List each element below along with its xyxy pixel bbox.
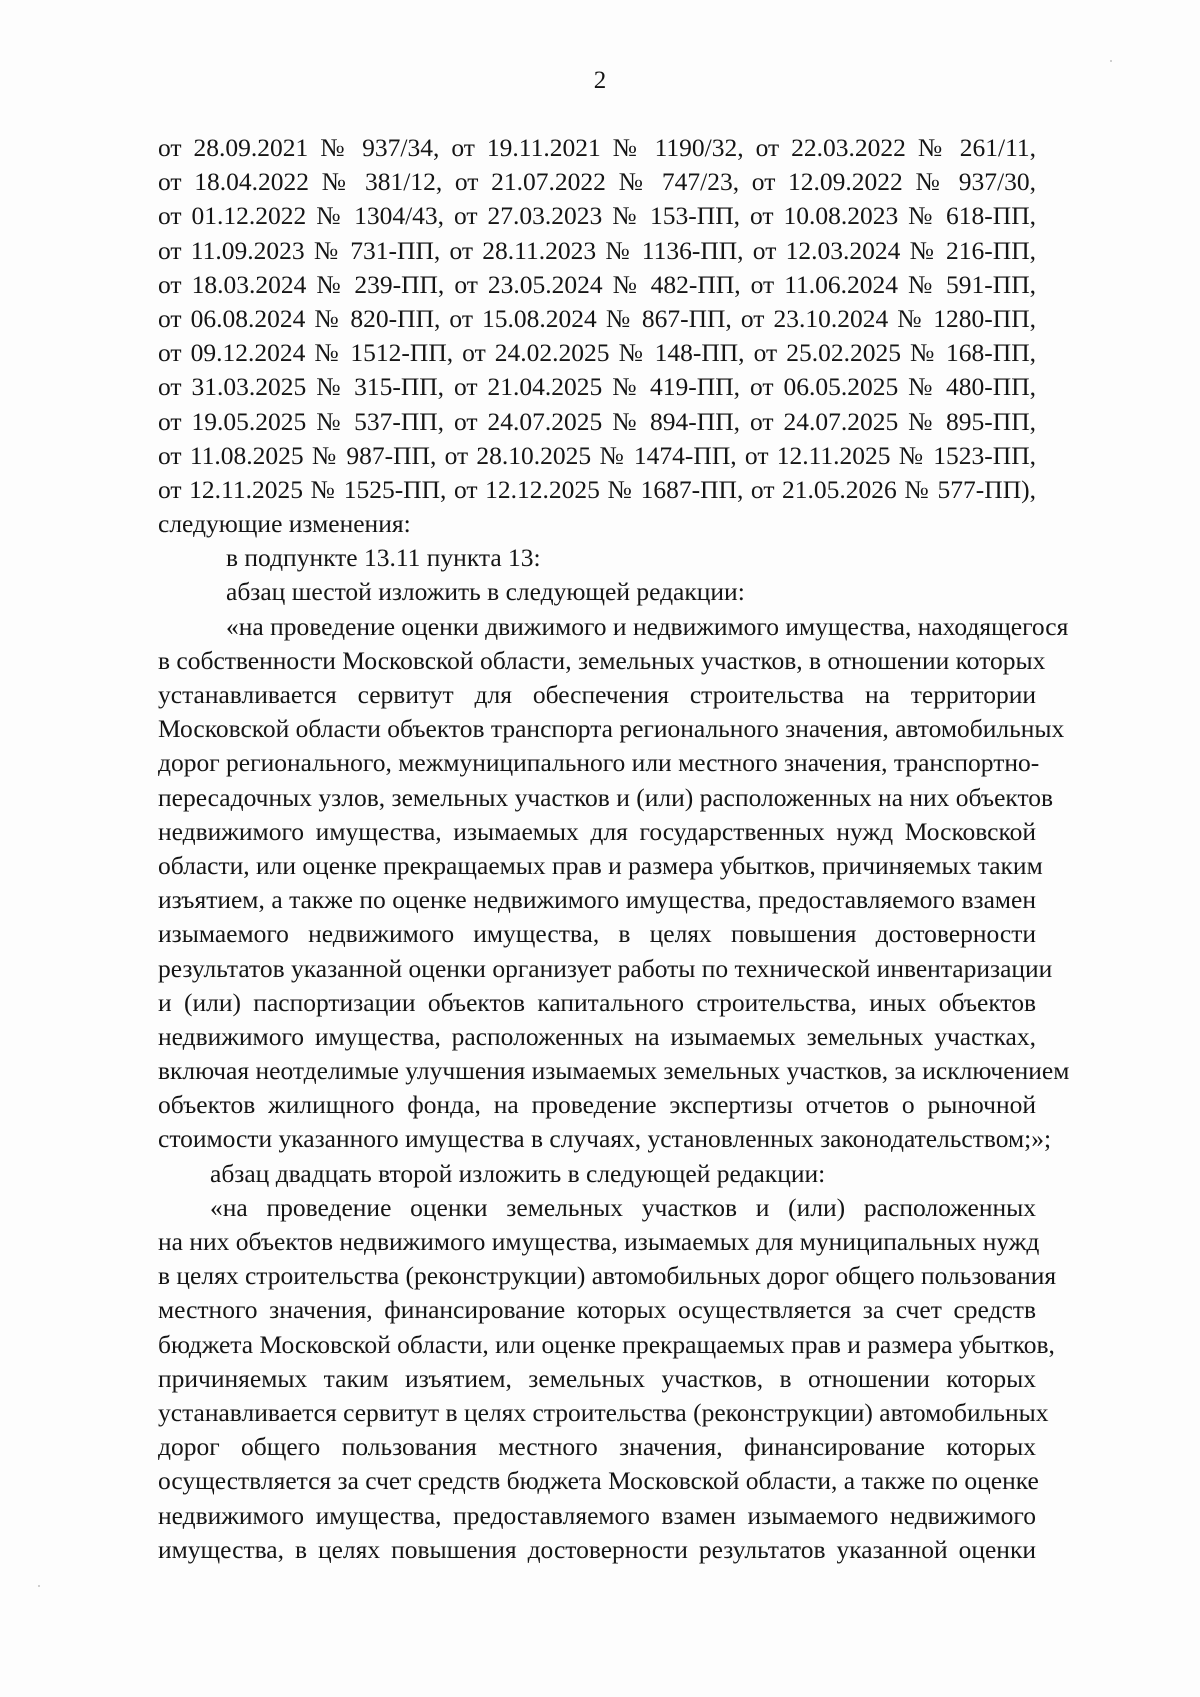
text-line: местного значения, финансирование которых осуществляется за счет средств	[158, 1295, 1036, 1325]
text-line: дорог общего пользования местного значения, финансирование которых	[158, 1432, 1036, 1462]
text-line: изъятием, а также по оценке недвижимого имущества, предоставляемого взамен	[158, 885, 1036, 915]
text-line: устанавливается сервитут в целях строительства (реконструкции) автомобильных	[158, 1397, 1049, 1427]
text-line: недвижимого имущества, расположенных на изымаемых земельных участках,	[158, 1021, 1036, 1051]
paragraph-quote-twenty-second	[158, 1191, 1057, 1567]
text-line: от 18.04.2022 № 381/12, от 21.07.2022 № 747/23, от 12.09.2022 № 937/30,	[158, 167, 1036, 197]
text-line: имущества, в целях повышения достоверности результатов указанной оценки	[158, 1534, 1036, 1564]
text-line: от 18.03.2024 № 239-ПП, от 23.05.2024 № 482-ПП, от 11.06.2024 № 591-ПП,	[158, 269, 1036, 299]
text-line: от 12.11.2025 № 1525-ПП, от 12.12.2025 № 1687-ПП, от 21.05.2026 № 577-ПП),	[158, 474, 1036, 504]
text-line: от 19.05.2025 № 537-ПП, от 24.07.2025 № 894-ПП, от 24.07.2025 № 895-ПП,	[158, 406, 1036, 436]
page-number: 2	[593, 67, 607, 94]
text-line: включая неотделимые улучшения изымаемых земельных участков, за исключением	[158, 1056, 1070, 1086]
text-line: области, или оценке прекращаемых прав и размера убытков, причиняемых таким	[158, 850, 1043, 880]
text-line: в собственности Московской области, земельных участков, в отношении которых	[158, 645, 1046, 675]
text-line: от 28.09.2021 № 937/34, от 19.11.2021 № 1190/32, от 22.03.2022 № 261/11,	[158, 133, 1036, 162]
text-line: пересадочных узлов, земельных участков и (или) расположенных на них объектов	[158, 782, 1054, 812]
text-line: результатов указанной оценки организует работы по технической инвентаризации	[158, 953, 1053, 983]
paragraph-quote-sixth	[158, 610, 1070, 1157]
text-line: на них объектов недвижимого имущества, изымаемых для муниципальных нужд	[158, 1227, 1040, 1256]
text-line: причиняемых таким изъятием, земельных участков, в отношении которых	[158, 1363, 1036, 1393]
text-line: абзац шестой изложить в следующей редакции:	[226, 577, 745, 607]
text-line: устанавливается сервитут для обеспечения строительства на территории	[158, 680, 1036, 709]
text-line: Московской области объектов транспорта регионального значения, автомобильных	[158, 714, 1065, 744]
scan-speck	[38, 1585, 40, 1587]
text-line: следующие изменения:	[158, 509, 411, 539]
paragraph-references	[158, 131, 1036, 541]
text-line: недвижимого имущества, изымаемых для государственных нужд Московской	[158, 816, 1036, 846]
paragraph-subpoint	[158, 541, 1036, 575]
text-line: от 09.12.2024 № 1512-ПП, от 24.02.2025 № 148-ПП, от 25.02.2025 № 168-ПП,	[158, 338, 1036, 368]
text-line: от 06.08.2024 № 820-ПП, от 15.08.2024 № 867-ПП, от 23.10.2024 № 1280-ПП,	[158, 303, 1036, 333]
text-line: абзац двадцать второй изложить в следующей редакции:	[210, 1158, 826, 1188]
text-line: в целях строительства (реконструкции) автомобильных дорог общего пользования	[158, 1261, 1057, 1291]
text-line: объектов жилищного фонда, на проведение экспертизы отчетов о рыночной	[158, 1090, 1036, 1120]
paragraph-instruction-sixth	[158, 575, 1036, 609]
text-line: от 01.12.2022 № 1304/43, от 27.03.2023 № 153-ПП, от 10.08.2023 № 618-ПП,	[158, 201, 1036, 231]
text-line: бюджета Московской области, или оценке прекращаемых прав и размера убытков,	[158, 1329, 1055, 1359]
text-line: стоимости указанного имущества в случаях, установленных законодательством;»;	[158, 1124, 1052, 1154]
text-line: дорог регионального, межмуниципального или местного значения, транспортно-	[158, 748, 1040, 778]
text-line: от 11.09.2023 № 731-ПП, от 28.11.2023 № 1136-ПП, от 12.03.2024 № 216-ПП,	[158, 235, 1036, 265]
text-line: осуществляется за счет средств бюджета Московской области, а также по оценке	[158, 1466, 1039, 1496]
text-line: изымаемого недвижимого имущества, в целях повышения достоверности	[158, 919, 1036, 949]
text-line: от 31.03.2025 № 315-ПП, от 21.04.2025 № 419-ПП, от 06.05.2025 № 480-ПП,	[158, 372, 1036, 402]
text-line: в подпункте 13.11 пункта 13:	[226, 543, 541, 573]
text-line: от 11.08.2025 № 987-ПП, от 28.10.2025 № 1474-ПП, от 12.11.2025 № 1523-ПП,	[158, 440, 1036, 470]
text-line: «на проведение оценки движимого и недвижимого имущества, находящегося	[226, 611, 1069, 641]
document-body	[158, 131, 1070, 1567]
text-line: недвижимого имущества, предоставляемого взамен изымаемого недвижимого	[158, 1500, 1036, 1530]
scan-speck	[1110, 60, 1112, 62]
paragraph-instruction-twenty-second	[158, 1157, 1036, 1191]
text-line: «на проведение оценки земельных участков и (или) расположенных	[210, 1192, 1036, 1222]
text-line: и (или) паспортизации объектов капитального строительства, иных объектов	[158, 987, 1036, 1017]
